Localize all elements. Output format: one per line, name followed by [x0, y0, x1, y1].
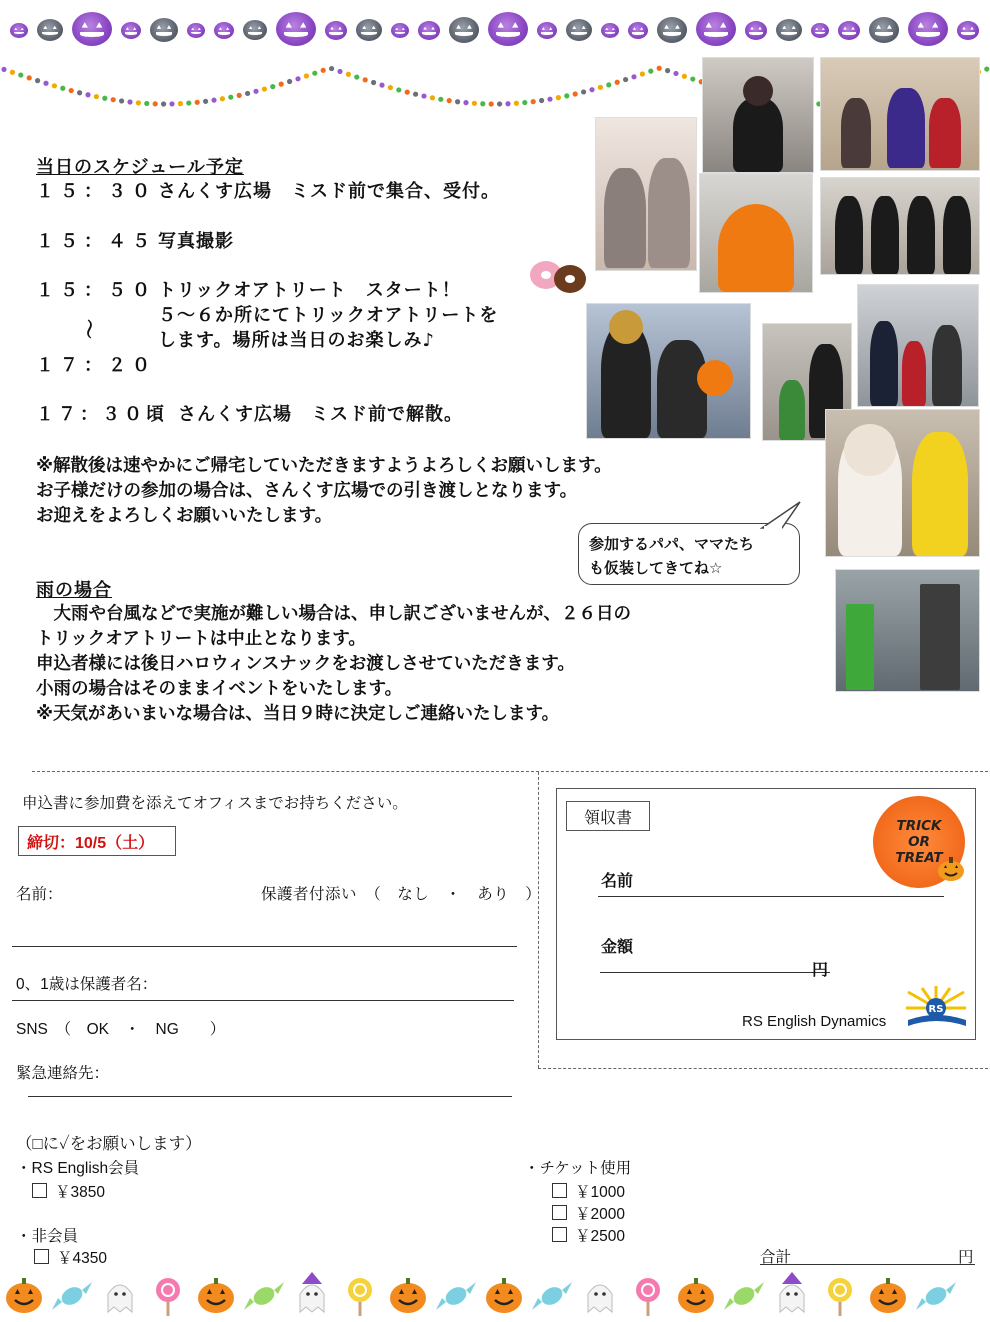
garland-dot [304, 73, 309, 78]
garland-dot [371, 80, 376, 85]
pumpkin-icon [486, 1278, 522, 1313]
garland-dot [690, 76, 695, 81]
check-instruction: （□に✓をお願いします） [16, 1135, 202, 1153]
cut-line [538, 1068, 988, 1069]
ticket-option[interactable] [552, 1180, 625, 1202]
schedule-text: ５～６か所にてトリックオアトリートを [158, 305, 499, 326]
schedule-text: 写真撮影 [158, 231, 234, 252]
sns-label: SNS （ OK ・ NG ） [16, 1021, 226, 1038]
garland-dot [337, 69, 342, 74]
costume-photo-pumpkin [700, 174, 812, 292]
garland-dot [346, 72, 351, 77]
nonmember-price: ￥4350 [57, 1250, 107, 1267]
garland-dot [455, 99, 460, 104]
pumpkin-icon [838, 21, 860, 40]
garland-dot [203, 99, 208, 104]
receipt-name-label: 名前 [601, 873, 634, 890]
garland-dot [514, 101, 519, 106]
garland-dot [547, 97, 552, 102]
garland-dot [463, 100, 468, 105]
schedule-time: １７：２０ [36, 355, 156, 376]
schedule-text: さんくす広場 ミスド前で解散。 [178, 404, 463, 425]
lollipop-icon [636, 1278, 660, 1316]
schedule-note: ※解散後は速やかにご帰宅していただきますようよろしくお願いします。 [36, 456, 612, 476]
pumpkin-icon [488, 12, 528, 46]
garland-dot [640, 71, 645, 76]
garland-dot [178, 101, 183, 106]
garland-dot [379, 83, 384, 88]
garland-dot [539, 98, 544, 103]
garland-dot [522, 100, 527, 105]
total-unit: 円 [958, 1249, 974, 1266]
pumpkin-icon [198, 1278, 234, 1313]
top-pumpkin-border [0, 4, 990, 60]
ghost-icon [108, 1285, 132, 1312]
pumpkin-icon [869, 17, 899, 43]
garland-dot [573, 91, 578, 96]
garland-dot [430, 95, 435, 100]
garland-dot [631, 74, 636, 79]
garland-dot [472, 101, 477, 106]
guardian-name-field[interactable] [12, 1000, 514, 1001]
candy-green-icon [244, 1282, 284, 1310]
lollipop-icon [156, 1278, 180, 1316]
bubble-line: 参加するパパ、ママたち [589, 535, 755, 553]
garland-dot [169, 101, 174, 106]
pumpkin-icon [325, 21, 347, 40]
emergency-label: 緊急連絡先： [16, 1065, 110, 1082]
schedule-note: お子様だけの参加の場合は、さんくす広場での引き渡しとなります。 [36, 481, 578, 501]
costume-photo-police [858, 285, 978, 406]
garland-dot [270, 84, 275, 89]
speech-bubble [578, 523, 800, 585]
member-checkbox[interactable] [32, 1183, 47, 1198]
badge-text: OR [908, 834, 930, 850]
nonmember-label: ・非会員 [16, 1228, 79, 1245]
pumpkin-icon [657, 17, 687, 43]
name-field[interactable] [12, 946, 517, 947]
lollipop-yellow-icon [348, 1278, 372, 1316]
garland-dot [10, 70, 15, 75]
schedule-time: １５：３０ [36, 181, 156, 202]
garland-dot [438, 97, 443, 102]
rain-line: トリックオアトリートは中止となります。 [36, 629, 366, 649]
ticket-price: ￥1000 [575, 1184, 625, 1201]
garland-dot [354, 74, 359, 79]
member-price: ￥3850 [55, 1184, 105, 1201]
pumpkin-icon [391, 23, 409, 38]
logo-text: RS [928, 1004, 944, 1015]
schedule-item [36, 177, 500, 203]
garland-dot [119, 98, 124, 103]
costume-photo-minecraft [836, 570, 979, 691]
badge-text: TRICK [896, 818, 942, 834]
garland-dot [144, 101, 149, 106]
ticket-label: ・チケット使用 [524, 1160, 632, 1177]
rain-line: ※天気があいまいな場合は、当日９時に決定しご連絡いたします。 [36, 704, 560, 724]
garland-dot [984, 66, 989, 71]
schedule-title: 当日のスケジュール予定 [36, 157, 244, 178]
nonmember-option[interactable] [34, 1246, 107, 1268]
emergency-field[interactable] [28, 1096, 512, 1097]
receipt-amount-label: 金額 [601, 939, 634, 956]
schedule-item [36, 276, 461, 302]
garland-dot [60, 86, 65, 91]
schedule-item [36, 400, 463, 426]
schedule-item [36, 227, 234, 253]
ghost-witch-icon [780, 1272, 804, 1312]
ghost-icon [588, 1285, 612, 1312]
garland-dot [69, 88, 74, 93]
garland-dot [111, 97, 116, 102]
rain-line: 小雨の場合はそのままイベントをいたします。 [36, 679, 403, 699]
ticket-option[interactable] [552, 1224, 625, 1246]
garland-dot [489, 101, 494, 106]
garland-dot [606, 82, 611, 87]
schedule-item [36, 301, 498, 327]
candy-blue-icon [52, 1282, 92, 1310]
garland-dot [413, 92, 418, 97]
garland-dot [195, 100, 200, 105]
pumpkin-icon [243, 20, 267, 40]
garland-dot [421, 93, 426, 98]
pumpkin-icon [745, 21, 767, 40]
receipt-yen: 円 [812, 962, 829, 979]
schedule-text: トリックオアトリート スタート！ [158, 280, 461, 301]
garland-dot [497, 101, 502, 106]
deadline-badge: 締切：10/5（土） [18, 826, 176, 856]
total-label: 合計 [760, 1249, 792, 1266]
rs-logo [902, 986, 970, 1030]
garland-dot [1, 67, 6, 72]
garland-dot [295, 76, 300, 81]
garland-dot [480, 101, 485, 106]
garland-dot [682, 74, 687, 79]
garland-dot [665, 68, 670, 73]
costume-photo-reaper [703, 58, 813, 172]
schedule-text: します。場所は当日のお楽しみ♪ [158, 330, 436, 351]
nonmember-checkbox[interactable] [34, 1249, 49, 1264]
garland-dot [161, 101, 166, 106]
pumpkin-icon [214, 22, 234, 39]
ticket-option[interactable] [552, 1202, 625, 1224]
garland-dot [102, 96, 107, 101]
schedule-time: １７：３０頃 [36, 404, 168, 425]
small-pumpkin-icon [936, 856, 966, 882]
receipt-amount-field[interactable] [600, 972, 830, 973]
name-label: 名前： [16, 886, 63, 903]
garland-dot [94, 94, 99, 99]
rain-line: 申込者様には後日ハロウィンスナックをお渡しさせていただきます。 [36, 654, 575, 674]
bottom-candy-border [0, 1272, 990, 1318]
garland-dot [136, 100, 141, 105]
garland-dot [186, 100, 191, 105]
garland-dot [228, 95, 233, 100]
garland-dot [52, 83, 57, 88]
pumpkin-icon [449, 17, 479, 43]
pumpkin-icon [187, 23, 205, 38]
ticket-price: ￥2500 [575, 1228, 625, 1245]
garland-dot [321, 68, 326, 73]
costume-photo-zombies [596, 118, 696, 270]
pumpkin-icon [678, 1278, 714, 1313]
pumpkin-icon [6, 1278, 42, 1313]
age-guardian-label: 0、1歳は保護者名： [16, 976, 158, 993]
garland-dot [447, 98, 452, 103]
pumpkin-icon [957, 21, 979, 40]
costume-photo-nuns [821, 178, 979, 274]
garland-dot [673, 71, 678, 76]
garland-dot [531, 99, 536, 104]
total-field[interactable] [760, 1264, 975, 1265]
costume-photo-cat-pikachu [826, 410, 979, 556]
pumpkin-icon [601, 23, 619, 38]
garland-dot [396, 87, 401, 92]
garland-dot [556, 95, 561, 100]
garland-dot [43, 81, 48, 86]
garland-dot [77, 90, 82, 95]
bubble-tail [760, 500, 808, 530]
pumpkin-icon [390, 1278, 426, 1313]
schedule-text: さんくす広場 ミスド前で集合、受付。 [158, 181, 500, 202]
garland-dot [564, 93, 569, 98]
garland-dot [648, 69, 653, 74]
pumpkin-icon [10, 23, 28, 38]
pumpkin-icon [37, 19, 63, 41]
pumpkin-icon [72, 12, 112, 46]
cut-line [32, 771, 988, 772]
garland-dot [220, 96, 225, 101]
pumpkin-icon [696, 12, 736, 46]
garland-dot [589, 87, 594, 92]
schedule-note: お迎えをよろしくお願いいたします。 [36, 506, 333, 526]
schedule-time: １５：４５ [36, 231, 156, 252]
rain-line: 大雨や台風などで実施が難しい場合は、申し訳ございませんが、２６日の [36, 604, 631, 624]
costume-photo-group-wizards [821, 58, 979, 170]
pumpkin-icon [908, 12, 948, 46]
rain-title: 雨の場合 [36, 580, 112, 601]
lollipop-yellow-icon [828, 1278, 852, 1316]
garland-dot [623, 77, 628, 82]
garland-dot [279, 82, 284, 87]
pumpkin-icon [628, 22, 648, 39]
pumpkin-icon [566, 19, 592, 41]
ticket-checkbox[interactable] [552, 1205, 567, 1220]
receipt-name-field[interactable] [598, 896, 944, 897]
garland-dot [35, 78, 40, 83]
badge-text: TREAT [895, 850, 943, 866]
garland-dot [287, 79, 292, 84]
garland-dot [127, 99, 132, 104]
garland-dot [153, 101, 158, 106]
schedule-item [36, 351, 158, 377]
receipt-title: 領収書 [566, 801, 650, 831]
candy-blue-icon [916, 1282, 956, 1310]
pumpkin-icon [356, 19, 382, 41]
member-label: ・RS English会員 [16, 1160, 140, 1177]
ticket-price: ￥2000 [575, 1206, 625, 1223]
garland-dot [615, 80, 620, 85]
garland-dot [27, 75, 32, 80]
garland-dot [598, 85, 603, 90]
garland-dot [363, 77, 368, 82]
candy-blue-icon [532, 1282, 572, 1310]
garland-dot [262, 86, 267, 91]
candy-green-icon [724, 1282, 764, 1310]
pumpkin-icon [121, 22, 141, 39]
pumpkin-icon [150, 18, 178, 42]
garland-dot [657, 66, 662, 71]
schedule-time: １５：５０ [36, 280, 156, 301]
garland-dot [312, 71, 317, 76]
pumpkin-icon [537, 22, 557, 39]
time-range-mark: ～ [77, 319, 101, 340]
garland-dot [211, 98, 216, 103]
member-option[interactable] [32, 1180, 105, 1202]
bubble-line: も仮装してきてね☆ [589, 559, 723, 577]
ticket-checkbox[interactable] [552, 1227, 567, 1242]
donut-icon [528, 255, 588, 297]
garland-dot [405, 90, 410, 95]
guardian-label: 保護者付添い （ なし ・ あり ） [261, 886, 542, 903]
garland-dot [18, 72, 23, 77]
pumpkin-icon [776, 19, 802, 41]
pumpkin-icon [870, 1278, 906, 1313]
garland-dot [505, 101, 510, 106]
costume-photo-cleopatra-baby [587, 304, 750, 438]
pumpkin-icon [418, 21, 440, 40]
garland-dot [253, 89, 258, 94]
cut-line [538, 772, 539, 1068]
garland-dot [329, 66, 334, 71]
garland-dot [85, 92, 90, 97]
ticket-checkbox[interactable] [552, 1183, 567, 1198]
garland-dot [388, 85, 393, 90]
pumpkin-icon [811, 23, 829, 38]
form-instruction: 申込書に参加費を添えてオフィスまでお持ちください。 [22, 795, 408, 812]
candy-blue-icon [436, 1282, 476, 1310]
garland-dot [237, 93, 242, 98]
garland-dot [581, 89, 586, 94]
pumpkin-icon [276, 12, 316, 46]
garland-dot [245, 91, 250, 96]
ghost-witch-icon [300, 1272, 324, 1312]
company-name: RS English Dynamics [742, 1013, 887, 1030]
